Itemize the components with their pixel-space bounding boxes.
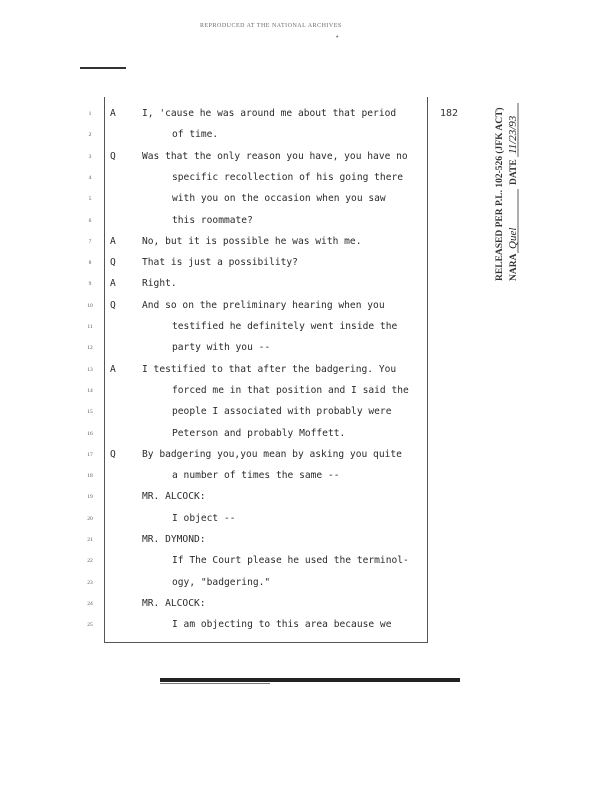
- transcript-text: Was that the only reason you have, you have no: [142, 150, 408, 162]
- archive-header: REPRODUCED AT THE NATIONAL ARCHIVES: [200, 23, 342, 29]
- transcript-text: this roommate?: [172, 214, 253, 226]
- scan-dash-left: [80, 67, 126, 69]
- transcript-line: [0, 108, 430, 122]
- stamp-initials: Quel: [507, 227, 519, 249]
- transcript-line: [0, 257, 430, 271]
- speaker-marker: Q: [110, 299, 116, 311]
- bottom-bar: [160, 678, 460, 682]
- transcript-text: forced me in that position and I said the: [172, 384, 409, 396]
- line-number: 12: [87, 345, 93, 352]
- transcript-line: [0, 513, 430, 527]
- transcript-text: By badgering you,you mean by asking you quite: [142, 448, 402, 460]
- release-stamp: [478, 85, 538, 285]
- line-number: 15: [87, 409, 93, 416]
- transcript-text: I testified to that after the badgering. You: [142, 363, 397, 375]
- line-number: 7: [88, 238, 92, 245]
- transcript-line: [0, 193, 430, 207]
- transcript-text: party with you --: [172, 342, 271, 354]
- line-number: 24: [87, 600, 93, 607]
- line-number: 23: [87, 579, 93, 586]
- line-number: 17: [87, 451, 93, 458]
- transcript-text: I object --: [172, 512, 236, 524]
- transcript-line: [0, 577, 430, 591]
- line-number: 9: [88, 281, 92, 288]
- page-number: 182: [440, 108, 459, 119]
- transcript-text: That is just a possibility?: [142, 257, 298, 269]
- speaker-marker: A: [110, 278, 116, 290]
- line-number: 25: [87, 622, 93, 629]
- transcript-text: I am objecting to this area because we: [172, 619, 392, 631]
- stamp-nara-label: NARA: [509, 253, 519, 281]
- line-number: 5: [88, 196, 92, 203]
- speaker-marker: Q: [110, 257, 116, 269]
- transcript-text: specific recollection of his going there: [172, 171, 404, 183]
- line-number: 20: [87, 515, 93, 522]
- stamp-date-label: DATE: [509, 159, 519, 185]
- transcript-text: I, 'cause he was around me about that period: [142, 108, 397, 119]
- transcript-text: And so on the preliminary hearing when you: [142, 299, 385, 311]
- stamp-release-line: RELEASED PER P.L. 102-526 (JFK ACT): [495, 107, 505, 281]
- line-number: 3: [88, 153, 92, 160]
- line-number: 16: [87, 430, 93, 437]
- transcript-line: [0, 598, 430, 612]
- transcript-line: [0, 470, 430, 484]
- line-number: 22: [87, 558, 93, 565]
- line-number: 6: [88, 217, 92, 224]
- line-number: 19: [87, 494, 93, 501]
- transcript-text: MR. DYMOND:: [142, 534, 206, 545]
- transcript-text: MR. ALCOCK:: [142, 597, 206, 609]
- transcript-line: [0, 342, 430, 356]
- line-number: 13: [87, 366, 93, 373]
- speaker-marker: A: [110, 363, 116, 375]
- line-number: 8: [88, 260, 92, 267]
- transcript-text: ogy, "badgering.": [172, 576, 271, 588]
- line-number: 2: [88, 132, 92, 139]
- transcript-line: [0, 534, 430, 548]
- line-number: 21: [87, 537, 93, 543]
- transcript-text: people I associated with probably were: [172, 406, 392, 418]
- transcript-line: [0, 555, 430, 569]
- transcript-line: [0, 321, 430, 335]
- speaker-marker: A: [110, 108, 116, 119]
- bottom-bar-thin: [160, 683, 270, 684]
- line-number: 11: [87, 324, 93, 330]
- transcript-line: [0, 215, 430, 229]
- transcript-line: [0, 491, 430, 505]
- transcript-text: MR. ALCOCK:: [142, 491, 206, 503]
- transcript-text: of time.: [172, 129, 219, 141]
- stamp-date: 11/23/93: [507, 115, 519, 154]
- transcript-line: [0, 172, 430, 186]
- transcript-line: [0, 619, 430, 633]
- speaker-marker: Q: [110, 448, 116, 460]
- transcript-line: [0, 428, 430, 442]
- transcript-line: [0, 278, 430, 292]
- transcript-line: [0, 385, 430, 399]
- speaker-marker: Q: [110, 150, 116, 162]
- line-number: 18: [87, 473, 93, 480]
- transcript-text: a number of times the same --: [172, 470, 340, 482]
- transcript-text: If The Court please he used the terminol-: [172, 555, 409, 567]
- transcript-line: [0, 449, 430, 463]
- transcript-line: [0, 151, 430, 165]
- transcript-line: [0, 406, 430, 420]
- transcript-line: [0, 129, 430, 143]
- transcript-line: [0, 364, 430, 378]
- transcript-text: Right.: [142, 278, 177, 290]
- transcript-text: No, but it is possible he was with me.: [142, 235, 362, 247]
- transcript-text: Peterson and probably Moffett.: [172, 427, 346, 439]
- line-number: 1: [88, 111, 92, 117]
- line-number: 4: [88, 174, 92, 181]
- line-number: 10: [87, 302, 93, 309]
- line-number: 14: [87, 387, 93, 394]
- speaker-marker: A: [110, 235, 116, 247]
- transcript-text: with you on the occasion when you saw: [172, 193, 386, 205]
- transcript-line: [0, 300, 430, 314]
- header-mark: •: [336, 34, 339, 41]
- transcript-line: [0, 236, 430, 250]
- transcript-text: testified he definitely went inside the: [172, 321, 398, 332]
